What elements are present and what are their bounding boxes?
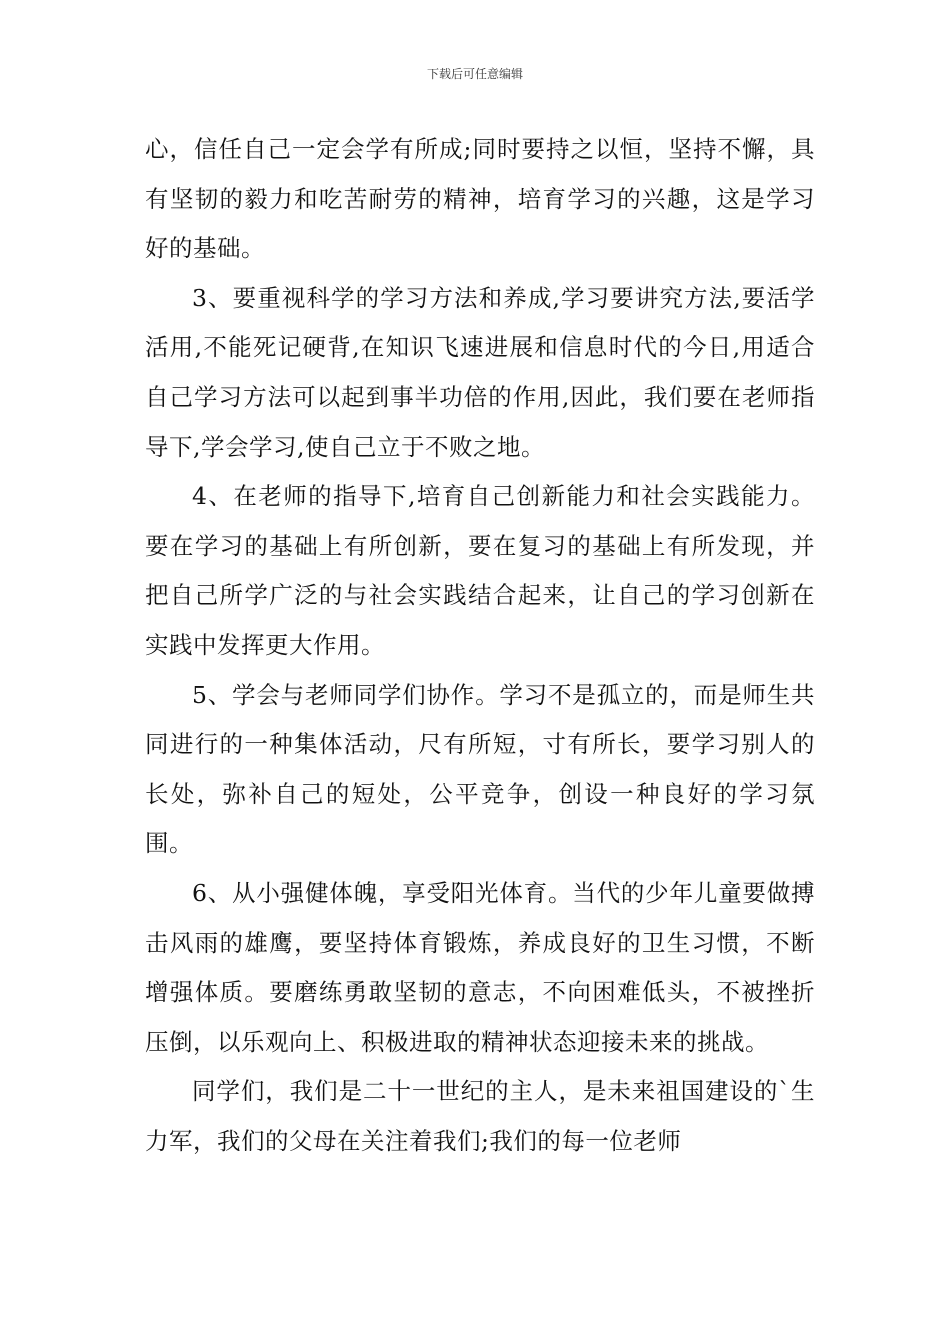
paragraph-point-3: 3、要重视科学的学习方法和养成,学习要讲究方法,要活学活用,不能死记硬背,在知识飞速进展和信息时代的今日,用适合自己学习方法可以起到事半功倍的作用,因此，我们要在老师指导下,学会学习,使自己立于不败之地。 <box>145 283 816 461</box>
paragraph-point-6: 6、从小强健体魄，享受阳光体育。当代的少年儿童要做搏击风雨的雄鹰，要坚持体育锻炼，养成良好的卫生习惯，不断增强体质。要磨练勇敢坚韧的意志，不向困难低头，不被挫折压倒，以乐观向上、积极进取的精神状态迎接未来的挑战。 <box>145 878 815 1056</box>
paragraph-continuation: 心，信任自己一定会学有所成;同时要持之以恒，坚持不懈，具有坚韧的毅力和吃苦耐劳的精神，培育学习的兴趣，这是学习好的基础。 <box>145 135 815 263</box>
body-text <box>145 125 815 1166</box>
paragraph-point-5: 5、学会与老师同学们协作。学习不是孤立的，而是师生共同进行的一种集体活动，尺有所短，寸有所长，要学习别人的长处，弥补自己的短处，公平竞争，创设一种良好的学习氛围。 <box>145 680 815 858</box>
paragraph-point-4: 4、在老师的指导下,培育自己创新能力和社会实践能力。要在学习的基础上有所创新，要在复习的基础上有所发现，并把自己所学广泛的与社会实践结合起来，让自己的学习创新在实践中发挥更大作用。 <box>145 482 815 659</box>
page-header: 下载后可任意编辑 <box>426 67 523 81</box>
paragraph-closing: 同学们，我们是二十一世纪的主人，是未来祖国建设的`生力军，我们的父母在关注着我们;我们的每一位老师 <box>145 1077 815 1155</box>
